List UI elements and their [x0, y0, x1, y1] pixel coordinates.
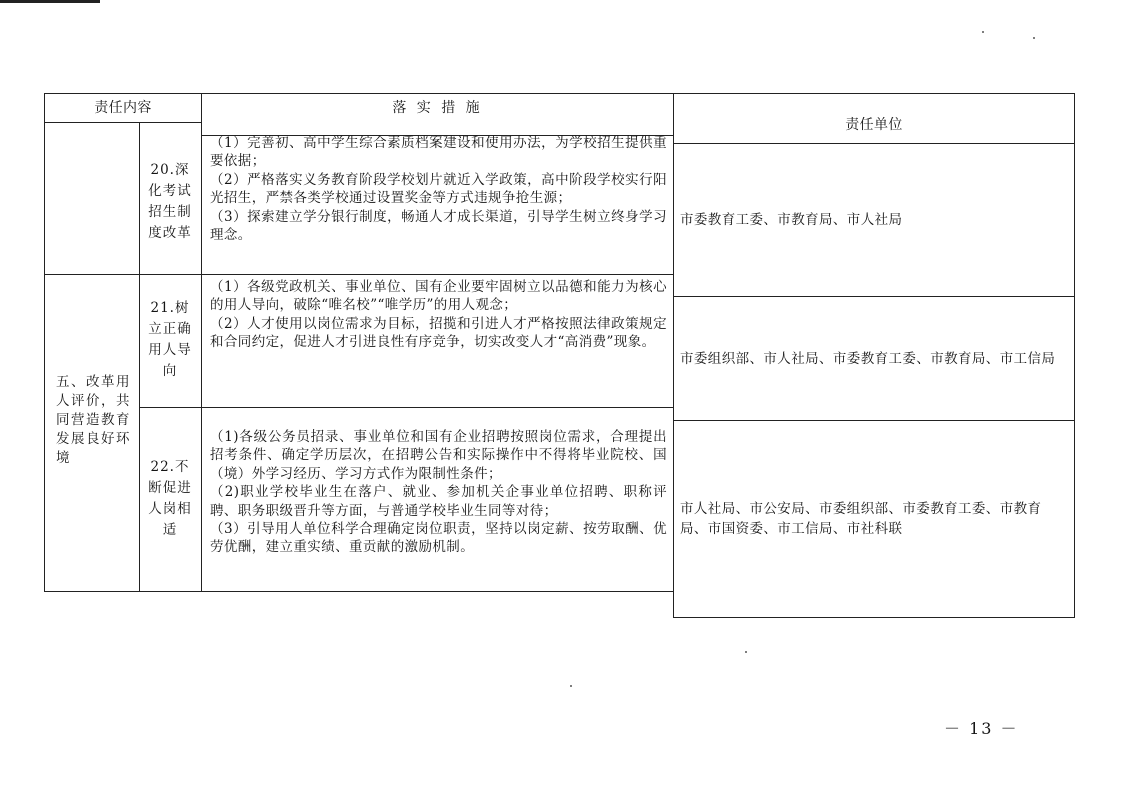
measure-text: （3）引导用人单位科学合理确定岗位职责，坚持以岗定薪、按劳取酬、优劳优酬，建立重实绩、重贡献的激励机制。 [210, 521, 667, 556]
measure-text: （2）人才使用以岗位需求为目标，招揽和引进人才严格按照法律政策规定和合同约定，促进人才引进良性有序竞争，切实改变人才“高消费”现象。 [210, 315, 667, 351]
scan-speck [570, 685, 572, 687]
header-measures: 落 实 措 施 [392, 99, 483, 116]
responsibility-table [44, 93, 1075, 618]
table-rule [139, 122, 140, 592]
table-rule [139, 407, 673, 408]
scan-speck [745, 651, 747, 653]
measure-text: （2)职业学校毕业生在落户、就业、参加机关企事业单位招聘、职称评聘、职务职级晋升等方面，与普通学校毕业生同等对待； [210, 484, 667, 519]
item-22-name: 22.不断促进人岗相适 [148, 459, 192, 538]
header-units: 责任单位 [845, 116, 903, 133]
item-21-units: 市委组织部、市人社局、市委教育工委、市教育局、市工信局 [680, 350, 1056, 367]
table-border-left [44, 93, 45, 592]
page-number: － 13 － [944, 719, 1019, 738]
measure-text: （1）各级党政机关、事业单位、国有企业要牢固树立以品德和能力为核心的用人导向，破除“唯名校”“唯学历”的用人观念； [210, 279, 667, 314]
item-22-measures [202, 428, 673, 557]
scan-speck [1033, 37, 1035, 39]
measure-text: （1)各级公务员招录、事业单位和国有企业招聘按照岗位需求，合理提出招考条件、确定学历层次，在招聘公告和实际操作中不得将毕业院校、国（境）外学习经历、学习方式作为限制性条件； [210, 429, 667, 482]
table-border-bottom [673, 617, 1075, 618]
measure-text: （1）完善初、高中学生综合素质档案建设和使用办法，为学校招生提供重要依据； [210, 135, 667, 170]
item-21-name: 21.树立正确用人导向 [148, 300, 192, 379]
table-border-right [1074, 93, 1075, 618]
item-22-units: 市人社局、市公安局、市委组织部、市委教育工委、市教育局、市国资委、市工信局、市社科联 [680, 501, 1042, 537]
category-label: 五、改革用人评价，共同营造教育发展良好环境 [56, 374, 131, 466]
measure-text: （2）严格落实义务教育阶段学校划片就近入学政策，高中阶段学校实行阳光招生，严禁各类学校通过设置奖金等方式违规争抢生源； [210, 171, 667, 207]
measure-text: （3）探索建立学分银行制度，畅通人才成长渠道，引导学生树立终身学习理念。 [210, 208, 667, 244]
scan-speck [982, 31, 984, 33]
header-content: 责任内容 [94, 99, 152, 116]
item-20-name: 20.深化考试招生制度改革 [148, 162, 192, 241]
item-20-units: 市委教育工委、市教育局、市人社局 [680, 212, 903, 228]
table-rule [44, 122, 201, 123]
item-20-measures [202, 134, 673, 244]
item-21-measures [202, 278, 673, 352]
scan-edge-mark [0, 0, 100, 3]
